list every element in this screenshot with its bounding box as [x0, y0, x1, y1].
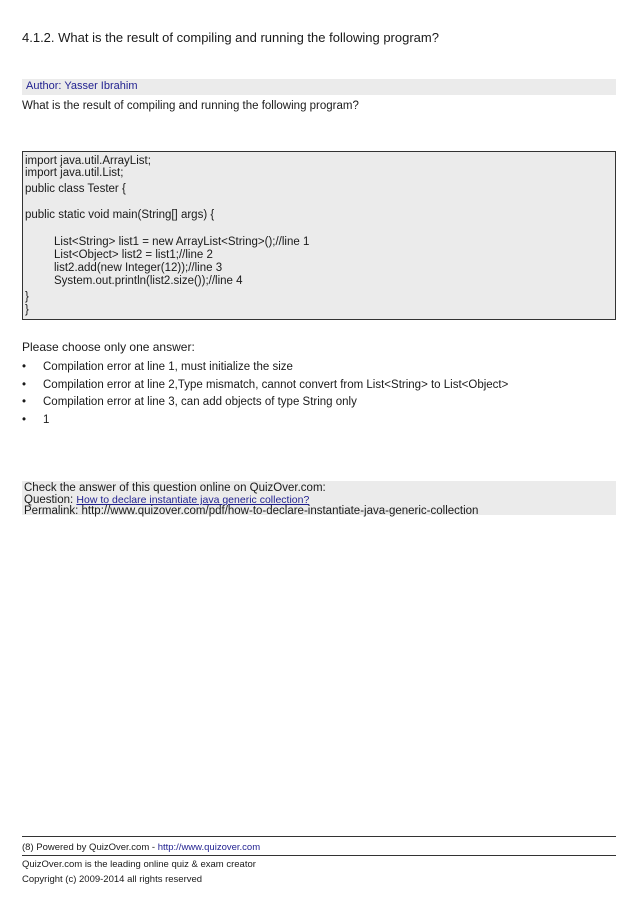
code-line: } — [25, 291, 29, 303]
code-block — [22, 151, 616, 320]
check-answer-text: Check the answer of this question online on QuizOver.com: — [24, 482, 326, 494]
footer-url-link[interactable]: http://www.quizover.com — [157, 842, 261, 853]
code-line: List<Object> list2 = list1;//line 2 — [54, 249, 213, 261]
answer-option-text: Compilation error at line 1, must initialize the size — [43, 361, 293, 373]
footer-powered — [22, 842, 260, 853]
page-title: 4.1.2. What is the result of compiling and running the following program? — [22, 30, 439, 45]
answer-option-text: Compilation error at line 3, can add objects of type String only — [43, 396, 357, 408]
code-line: System.out.println(list2.size());//line 4 — [54, 275, 243, 287]
question-link[interactable]: How to declare instantiate java generic collection? — [76, 494, 310, 506]
footer-powered-prefix: (8) Powered by QuizOver.com - — [22, 842, 158, 853]
footer-copyright: Copyright (c) 2009-2014 all rights reserved — [22, 874, 203, 885]
permalink-text: Permalink: http://www.quizover.com/pdf/how-to-declare-instantiate-java-generic-collection — [24, 505, 479, 517]
code-line: import java.util.List; — [25, 167, 124, 179]
bullet-icon: • — [22, 379, 27, 391]
author-name: Author: Yasser Ibrahim — [26, 80, 138, 92]
code-line: List<String> list1 = new ArrayList<String>();//line 1 — [54, 236, 310, 248]
answer-option-text: Compilation error at line 2,Type mismatch, cannot convert from List<String> to List<Object> — [43, 379, 509, 391]
code-line: public static void main(String[] args) { — [25, 209, 215, 221]
bullet-icon: • — [22, 396, 27, 408]
question-text: What is the result of compiling and running the following program? — [22, 100, 359, 112]
check-answer-box — [22, 481, 616, 515]
code-line: public class Tester { — [25, 183, 126, 195]
answer-option-text: 1 — [43, 414, 50, 426]
choose-instruction: Please choose only one answer: — [22, 340, 195, 354]
bullet-icon: • — [22, 414, 27, 426]
author-bar — [22, 79, 616, 95]
code-line: import java.util.ArrayList; — [25, 155, 151, 167]
bullet-icon: • — [22, 361, 27, 373]
footer-divider — [22, 836, 616, 837]
code-line: } — [25, 304, 29, 316]
question-label: Question: — [24, 494, 77, 506]
footer-tagline: QuizOver.com is the leading online quiz & exam creator — [22, 859, 256, 870]
footer-divider — [22, 855, 616, 856]
code-line: list2.add(new Integer(12));//line 3 — [54, 262, 223, 274]
